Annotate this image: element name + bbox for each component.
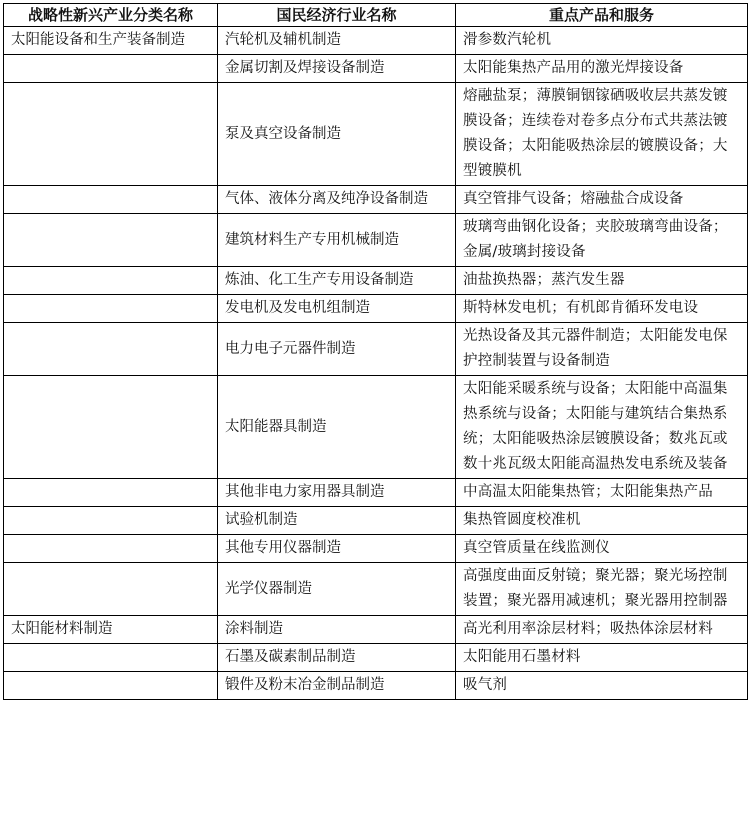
category-cell: [4, 376, 218, 479]
products-cell: 玻璃弯曲钢化设备；夹胶玻璃弯曲设备；金属/玻璃封接设备: [456, 214, 748, 267]
category-cell: [4, 535, 218, 563]
category-cell: [4, 672, 218, 700]
table-row: [4, 27, 748, 55]
industry-cell: 建筑材料生产专用机械制造: [218, 214, 456, 267]
header-industry: 国民经济行业名称: [218, 4, 456, 27]
category-cell: [4, 323, 218, 376]
industry-cell: 汽轮机及辅机制造: [218, 27, 456, 55]
category-cell: [4, 479, 218, 507]
table-row: [4, 214, 748, 267]
category-cell: [4, 507, 218, 535]
industry-cell: 气体、液体分离及纯净设备制造: [218, 186, 456, 214]
category-cell: [4, 214, 218, 267]
category-cell: [4, 267, 218, 295]
products-cell: 滑参数汽轮机: [456, 27, 748, 55]
products-cell: 真空管质量在线监测仪: [456, 535, 748, 563]
table-row: [4, 295, 748, 323]
category-cell: 太阳能材料制造: [4, 616, 218, 644]
table-row: [4, 323, 748, 376]
industry-cell: 其他专用仪器制造: [218, 535, 456, 563]
products-cell: 高强度曲面反射镜；聚光器；聚光场控制装置；聚光器用减速机；聚光器用控制器: [456, 563, 748, 616]
table-row: [4, 507, 748, 535]
products-cell: 集热管圆度校准机: [456, 507, 748, 535]
industry-cell: 其他非电力家用器具制造: [218, 479, 456, 507]
table-row: [4, 376, 748, 479]
category-cell: [4, 644, 218, 672]
industry-cell: 光学仪器制造: [218, 563, 456, 616]
industry-cell: 石墨及碳素制品制造: [218, 644, 456, 672]
table-header-row: [4, 4, 748, 27]
products-cell: 高光利用率涂层材料；吸热体涂层材料: [456, 616, 748, 644]
table-row: [4, 644, 748, 672]
category-cell: [4, 55, 218, 83]
products-cell: 太阳能用石墨材料: [456, 644, 748, 672]
table-row: [4, 55, 748, 83]
table-row: [4, 83, 748, 186]
table-row: [4, 616, 748, 644]
category-cell: [4, 563, 218, 616]
category-cell: [4, 295, 218, 323]
industry-classification-table: [3, 3, 748, 700]
category-cell: [4, 83, 218, 186]
header-category: 战略性新兴产业分类名称: [4, 4, 218, 27]
industry-cell: 金属切割及焊接设备制造: [218, 55, 456, 83]
products-cell: 太阳能集热产品用的激光焊接设备: [456, 55, 748, 83]
table-row: [4, 535, 748, 563]
products-cell: 光热设备及其元器件制造；太阳能发电保护控制装置与设备制造: [456, 323, 748, 376]
products-cell: 中高温太阳能集热管；太阳能集热产品: [456, 479, 748, 507]
table-row: [4, 267, 748, 295]
industry-cell: 电力电子元器件制造: [218, 323, 456, 376]
industry-cell: 泵及真空设备制造: [218, 83, 456, 186]
industry-cell: 试验机制造: [218, 507, 456, 535]
products-cell: 太阳能采暖系统与设备；太阳能中高温集热系统与设备；太阳能与建筑结合集热系统；太阳能吸热涂层镀膜设备；数兆瓦或数十兆瓦级太阳能高温热发电系统及装备: [456, 376, 748, 479]
category-cell: [4, 186, 218, 214]
table-row: [4, 186, 748, 214]
products-cell: 斯特林发电机；有机郎肯循环发电设: [456, 295, 748, 323]
industry-cell: 涂料制造: [218, 616, 456, 644]
products-cell: 油盐换热器；蒸汽发生器: [456, 267, 748, 295]
table-row: [4, 479, 748, 507]
table-row: [4, 563, 748, 616]
category-cell: 太阳能设备和生产装备制造: [4, 27, 218, 55]
header-products: 重点产品和服务: [456, 4, 748, 27]
products-cell: 熔融盐泵；薄膜铜铟镓硒吸收层共蒸发镀膜设备；连续卷对卷多点分布式共蒸法镀膜设备；太阳能吸热涂层的镀膜设备；大型镀膜机: [456, 83, 748, 186]
industry-cell: 太阳能器具制造: [218, 376, 456, 479]
industry-cell: 锻件及粉末冶金制品制造: [218, 672, 456, 700]
products-cell: 吸气剂: [456, 672, 748, 700]
industry-cell: 炼油、化工生产专用设备制造: [218, 267, 456, 295]
table-row: [4, 672, 748, 700]
products-cell: 真空管排气设备；熔融盐合成设备: [456, 186, 748, 214]
industry-cell: 发电机及发电机组制造: [218, 295, 456, 323]
